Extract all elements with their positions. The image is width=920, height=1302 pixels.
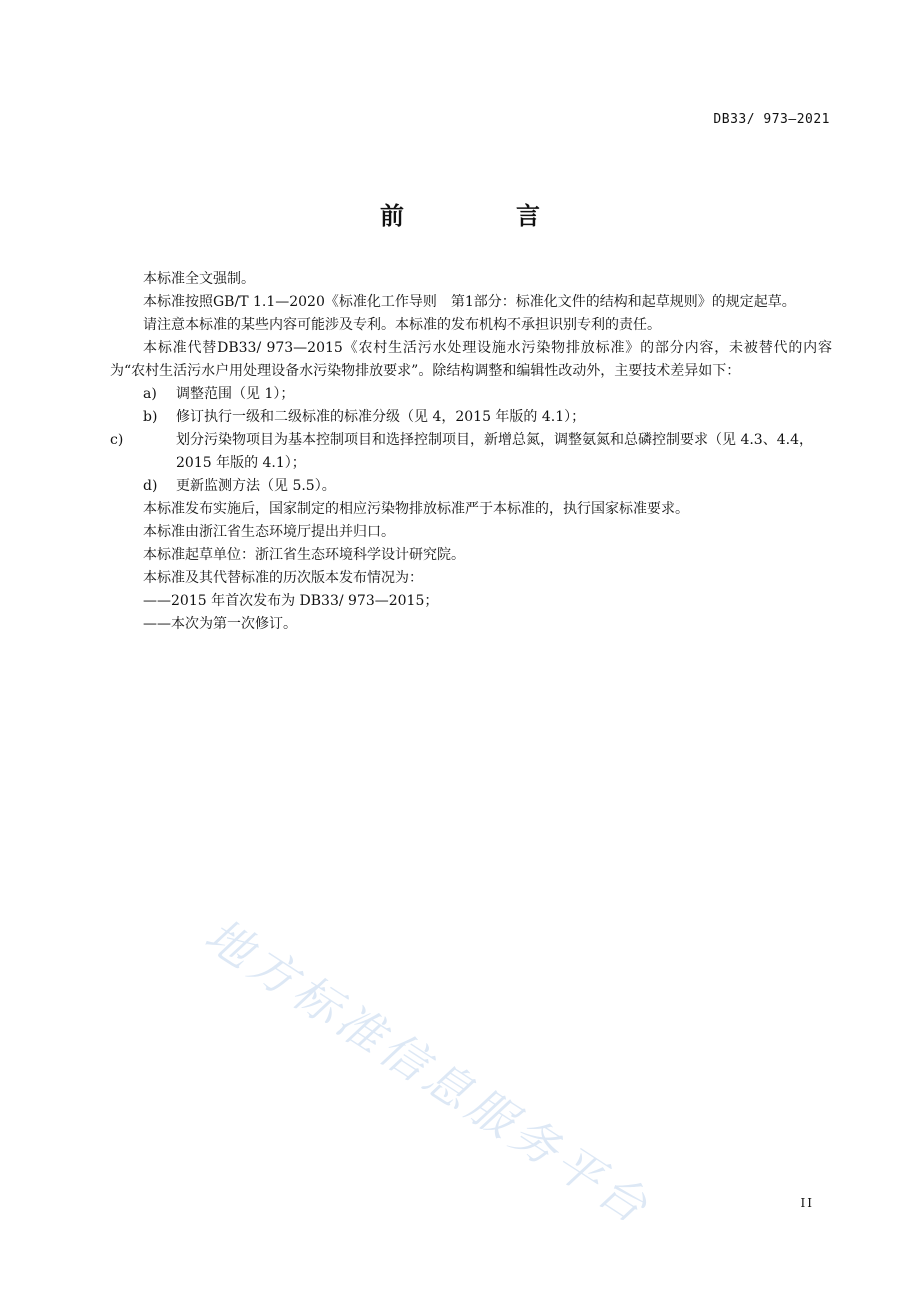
list-item-text: 修订执行一级和二级标准的标准分级（见 4，2015 年版的 4.1）； <box>176 409 586 425</box>
standard-number: DB33/ 973—2021 <box>713 112 830 127</box>
list-item <box>110 429 832 475</box>
page-title: 前 言 <box>380 202 584 230</box>
list-item <box>110 383 832 406</box>
list-item-text: 更新监测方法（见 5.5）。 <box>176 478 336 494</box>
list-item-text: 调整范围（见 1）； <box>176 386 295 402</box>
history-item: ——本次为第一次修订。 <box>143 616 297 632</box>
list-item <box>110 406 832 429</box>
list-marker: c) <box>110 432 124 448</box>
paragraph-drafting-rules: 本标准按照GB/T 1.1—2020《标准化工作导则 第1部分：标准化文件的结构和起草规则》的规定起草。 <box>143 294 796 310</box>
watermark: 地方标准信息服务平台 <box>195 907 662 1237</box>
list-marker: b) <box>143 409 158 425</box>
paragraph-history-intro: 本标准及其代替标准的历次版本发布情况为： <box>143 570 423 586</box>
paragraph-drafting-unit: 本标准起草单位：浙江省生态环境科学设计研究院。 <box>143 547 465 563</box>
history-item: ——2015 年首次发布为 DB33/ 973—2015； <box>143 593 439 609</box>
paragraph-mandatory: 本标准全文强制。 <box>143 271 255 287</box>
paragraph-patent-notice: 请注意本标准的某些内容可能涉及专利。本标准的发布机构不承担识别专利的责任。 <box>143 317 661 333</box>
list-marker: a) <box>143 386 157 402</box>
paragraph-national-standard: 本标准发布实施后，国家制定的相应污染物排放标准严于本标准的，执行国家标准要求。 <box>143 501 689 517</box>
list-item <box>110 475 832 498</box>
page-number: II <box>800 1196 814 1210</box>
paragraph-replacement: 本标准代替DB33/ 973—2015《农村生活污水处理设施水污染物排放标准》的部分内容，未被替代的内容为“农村生活污水户用处理设备水污染物排放要求”。除结构调整和编辑性改动外，主要技术差异如下： <box>110 340 832 379</box>
document-body <box>110 268 832 636</box>
paragraph-proposer: 本标准由浙江省生态环境厅提出并归口。 <box>143 524 395 540</box>
list-item-text: 划分污染物项目为基本控制项目和选择控制项目，新增总氮，调整氨氮和总磷控制要求（见 4.3、4.4，2015 年版的 4.1）； <box>176 432 813 471</box>
list-marker: d) <box>143 478 158 494</box>
